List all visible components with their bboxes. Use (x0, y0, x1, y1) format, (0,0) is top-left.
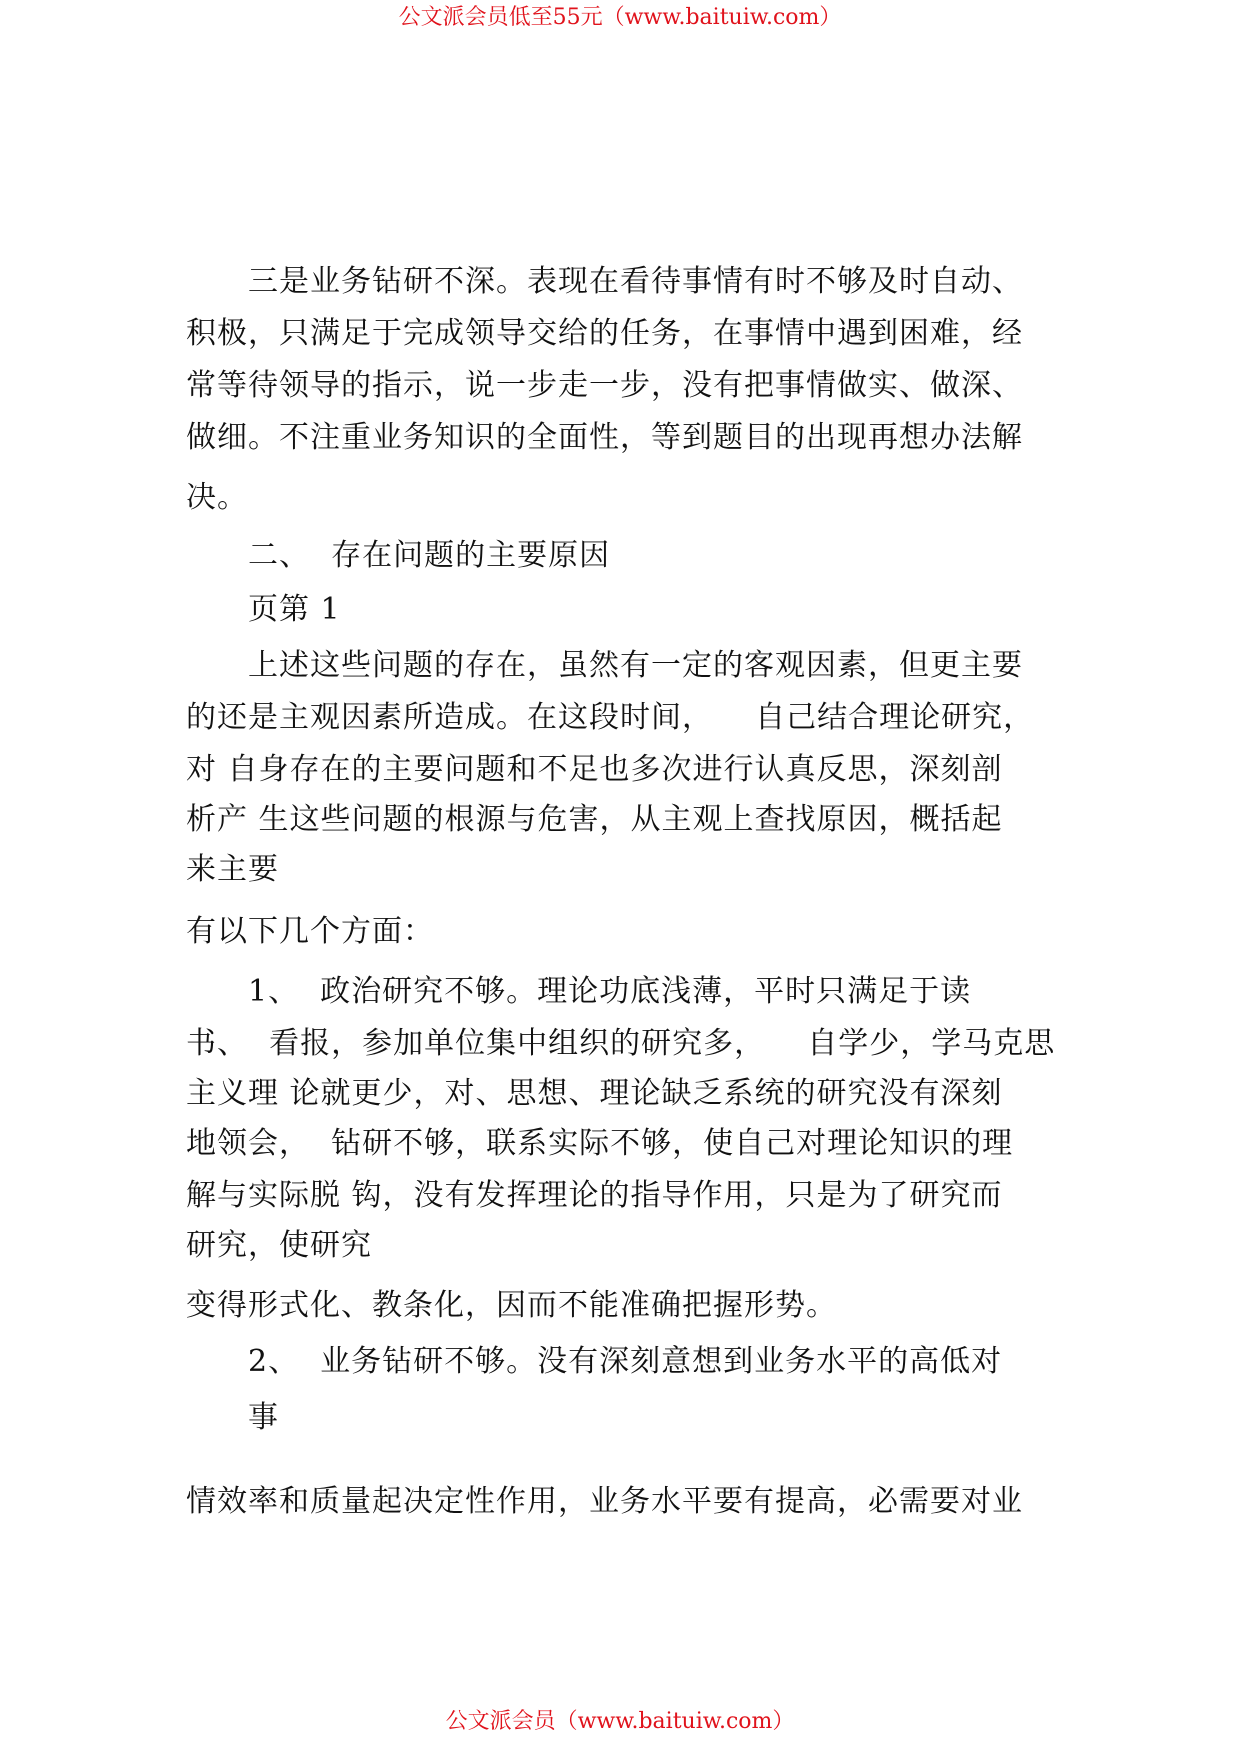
text-line: 析产 生这些问题的根源与危害，从主观上查找原因，概括起 (186, 802, 1003, 837)
text-line: 决。 (186, 480, 248, 515)
text-line: 变得形式化、教条化，因而不能准确把握形势。 (186, 1288, 837, 1323)
text-line: 做细。不注重业务知识的全面性，等到题目的出现再想办法解 (186, 420, 1023, 455)
text-line: 常等待领导的指示，说一步走一步，没有把事情做实、做深、 (186, 368, 1023, 403)
text-line: 对 自身存在的主要问题和不足也多次进行认真反思，深刻剖 (186, 752, 1003, 787)
header-banner[interactable]: 公文派会员低至55元（www.baituiw.com） (398, 5, 842, 30)
text-line: 研究，使研究 (186, 1228, 372, 1263)
footer-banner[interactable]: 公文派会员（www.baituiw.com） (445, 1709, 795, 1734)
list-item: 2、 业务钻研不够。没有深刻意想到业务水平的高低对 (248, 1344, 1003, 1379)
text-line: 三是业务钻研不深。表现在看待事情有时不够及时自动、 (248, 264, 1023, 299)
list-item: 1、 政治研究不够。理论功底浅薄，平时只满足于读 (248, 974, 972, 1009)
text-line: 书、 看报，参加单位集中组织的研究多， 自学少，学马克思 (186, 1026, 1056, 1061)
text-line: 事 (248, 1400, 279, 1435)
text-line: 主义理 论就更少，对、思想、理论缺乏系统的研究没有深刻 (186, 1076, 1003, 1111)
text-line: 解与实际脱 钩，没有发挥理论的指导作用，只是为了研究而 (186, 1178, 1003, 1213)
text-line: 情效率和质量起决定性作用，业务水平要有提高，必需要对业 (186, 1484, 1023, 1519)
text-line: 积极，只满足于完成领导交给的任务，在事情中遇到困难，经 (186, 316, 1023, 351)
text-line: 上述这些问题的存在，虽然有一定的客观因素，但更主要 (248, 648, 1023, 683)
section-heading: 二、 存在问题的主要原因 (248, 538, 611, 573)
text-line: 来主要 (186, 852, 279, 887)
text-line: 的还是主观因素所造成。在这段时间， 自己结合理论研究， (186, 700, 1035, 735)
text-line: 地领会， 钻研不够，联系实际不够，使自己对理论知识的理 (186, 1126, 1014, 1161)
page-number: 页第 1 (248, 592, 341, 627)
text-line: 有以下几个方面： (186, 914, 434, 949)
